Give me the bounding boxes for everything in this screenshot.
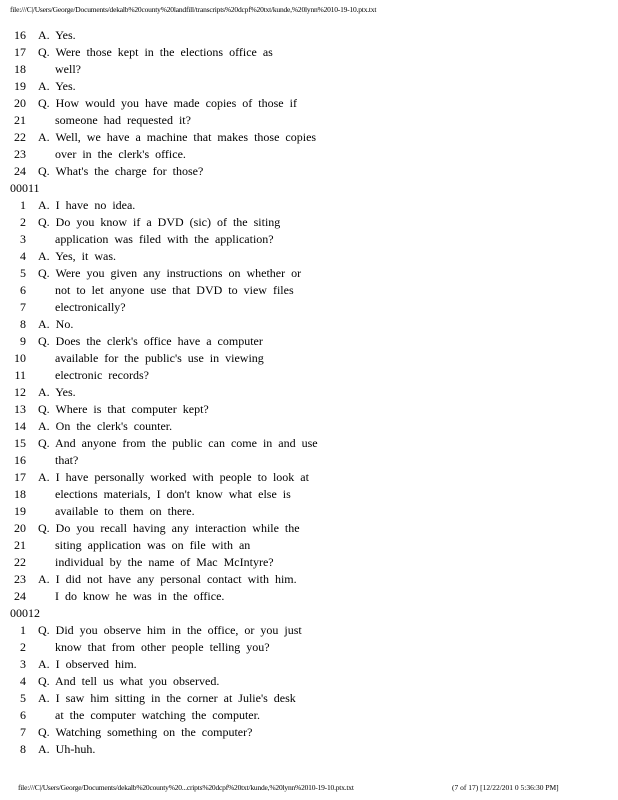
line-number: 12	[14, 385, 26, 399]
line-text: Q. Do you know if a DVD (sic) of the siting	[38, 215, 281, 229]
transcript-line	[10, 163, 610, 180]
transcript-line	[10, 248, 610, 265]
line-number: 4	[20, 674, 26, 688]
line-text: Q. Does the clerk's office have a computer	[38, 334, 263, 348]
line-text: A. I observed him.	[38, 657, 137, 671]
transcript-line	[10, 622, 610, 639]
line-number: 1	[20, 623, 26, 637]
transcript-line	[10, 282, 610, 299]
line-number: 11	[14, 368, 26, 382]
line-text: A. Yes.	[38, 385, 76, 399]
transcript-line	[10, 27, 610, 44]
transcript-line	[10, 418, 610, 435]
line-number: 3	[20, 232, 26, 246]
line-number: 1	[20, 198, 26, 212]
transcript-line	[10, 690, 610, 707]
line-text: not to let anyone use that DVD to view files	[55, 283, 294, 297]
transcript-line	[10, 61, 610, 78]
transcript-line	[10, 486, 610, 503]
line-number: 5	[20, 266, 26, 280]
line-text: Q. Do you recall having any interaction while the	[38, 521, 300, 535]
transcript-line	[10, 741, 610, 758]
transcript-line	[10, 571, 610, 588]
line-number: 21	[14, 113, 26, 127]
transcript-line	[10, 214, 610, 231]
line-number: 18	[14, 62, 26, 76]
line-number: 22	[14, 555, 26, 569]
transcript-line	[10, 95, 610, 112]
transcript-line	[10, 656, 610, 673]
line-text: Q. Where is that computer kept?	[38, 402, 209, 416]
transcript-line	[10, 44, 610, 61]
transcript-line	[10, 316, 610, 333]
line-number: 2	[20, 215, 26, 229]
line-number: 8	[20, 317, 26, 331]
line-number: 16	[14, 28, 26, 42]
transcript-line	[10, 112, 610, 129]
transcript-line	[10, 129, 610, 146]
line-number: 21	[14, 538, 26, 552]
line-number: 14	[14, 419, 26, 433]
transcript-line	[10, 333, 610, 350]
footer-page-info: (7 of 17) [12/22/201 0 5:36:30 PM]	[452, 783, 559, 792]
line-number: 2	[20, 640, 26, 654]
line-text: A. No.	[38, 317, 74, 331]
line-number: 15	[14, 436, 26, 450]
line-text: Q. Did you observe him in the office, or you just	[38, 623, 302, 637]
line-number: 8	[20, 742, 26, 756]
line-text: I do know he was in the office.	[55, 589, 225, 603]
line-text: at the computer watching the computer.	[55, 708, 260, 722]
line-text: Q. And tell us what you observed.	[38, 674, 220, 688]
line-text: elections materials, I don't know what else is	[55, 487, 291, 501]
line-text: A. Yes.	[38, 79, 76, 93]
line-number: 13	[14, 402, 26, 416]
transcript-line	[10, 146, 610, 163]
transcript-line	[10, 469, 610, 486]
line-text: over in the clerk's office.	[55, 147, 186, 161]
line-number: 6	[20, 283, 26, 297]
line-number: 4	[20, 249, 26, 263]
transcript-body	[10, 27, 610, 758]
line-number: 23	[14, 147, 26, 161]
transcript-line	[10, 520, 610, 537]
line-text: someone had requested it?	[55, 113, 191, 127]
transcript-line	[10, 367, 610, 384]
transcript-line	[10, 401, 610, 418]
transcript-line	[10, 724, 610, 741]
line-number: 5	[20, 691, 26, 705]
line-number: 24	[14, 164, 26, 178]
line-number: 17	[14, 45, 26, 59]
page-number-marker: 00011	[10, 181, 40, 195]
transcript-line	[10, 231, 610, 248]
line-text: Q. Were you given any instructions on whether or	[38, 266, 302, 280]
line-text: application was filed with the application?	[55, 232, 274, 246]
line-number: 24	[14, 589, 26, 603]
line-text: A. Yes, it was.	[38, 249, 117, 263]
line-text: A. Yes.	[38, 28, 76, 42]
line-text: A. I did not have any personal contact with him.	[38, 572, 297, 586]
transcript-line	[10, 673, 610, 690]
transcript-line	[10, 299, 610, 316]
line-text: available to them on there.	[55, 504, 195, 518]
transcript-line	[10, 197, 610, 214]
line-text: well?	[55, 62, 81, 76]
line-text: A. I have personally worked with people to look at	[38, 470, 309, 484]
line-number: 22	[14, 130, 26, 144]
line-text: A. Well, we have a machine that makes those copies	[38, 130, 317, 144]
line-text: Q. And anyone from the public can come in and use	[38, 436, 318, 450]
line-number: 19	[14, 504, 26, 518]
transcript-line	[10, 350, 610, 367]
transcript-line	[10, 384, 610, 401]
line-text: individual by the name of Mac McIntyre?	[55, 555, 274, 569]
line-text: Q. How would you have made copies of those if	[38, 96, 297, 110]
line-number: 20	[14, 521, 26, 535]
transcript-line	[10, 588, 610, 605]
transcript-line	[10, 78, 610, 95]
line-number: 3	[20, 657, 26, 671]
line-text: siting application was on file with an	[55, 538, 251, 552]
transcript-line	[10, 503, 610, 520]
line-text: A. I saw him sitting in the corner at Julie's desk	[38, 691, 296, 705]
line-text: available for the public's use in viewing	[55, 351, 264, 365]
line-text: A. On the clerk's counter.	[38, 419, 173, 433]
line-number: 23	[14, 572, 26, 586]
line-number: 10	[14, 351, 26, 365]
line-text: A. I have no idea.	[38, 198, 136, 212]
transcript-line	[10, 265, 610, 282]
line-text: A. Uh-huh.	[38, 742, 96, 756]
line-number: 17	[14, 470, 26, 484]
line-number: 19	[14, 79, 26, 93]
line-text: know that from other people telling you?	[55, 640, 270, 654]
transcript-line	[10, 639, 610, 656]
line-number: 7	[20, 300, 26, 314]
line-number: 7	[20, 725, 26, 739]
header-file-path: file:///C|/Users/George/Documents/dekalb%20county%20landfill/transcripts%20dcpf%20txt/kunde,%20lynn%2010-19-10.ptx.txt	[10, 5, 377, 14]
transcript-line	[10, 452, 610, 469]
line-number: 16	[14, 453, 26, 467]
line-number: 20	[14, 96, 26, 110]
line-text: electronic records?	[55, 368, 149, 382]
line-number: 9	[20, 334, 26, 348]
transcript-line	[10, 537, 610, 554]
line-text: Q. Were those kept in the elections office as	[38, 45, 273, 59]
line-text: that?	[55, 453, 79, 467]
line-number: 18	[14, 487, 26, 501]
footer-file-path: file:///C|/Users/George/Documents/dekalb%20county%20...cripts%20dcpf%20txt/kunde,%20lynn%2010-19-10.ptx.txt	[18, 783, 354, 792]
line-text: Q. What's the charge for those?	[38, 164, 204, 178]
transcript-line	[10, 435, 610, 452]
line-number: 6	[20, 708, 26, 722]
line-text: electronically?	[55, 300, 126, 314]
page-number-marker: 00012	[10, 606, 40, 620]
transcript-line	[10, 554, 610, 571]
line-text: Q. Watching something on the computer?	[38, 725, 253, 739]
transcript-line	[10, 707, 610, 724]
